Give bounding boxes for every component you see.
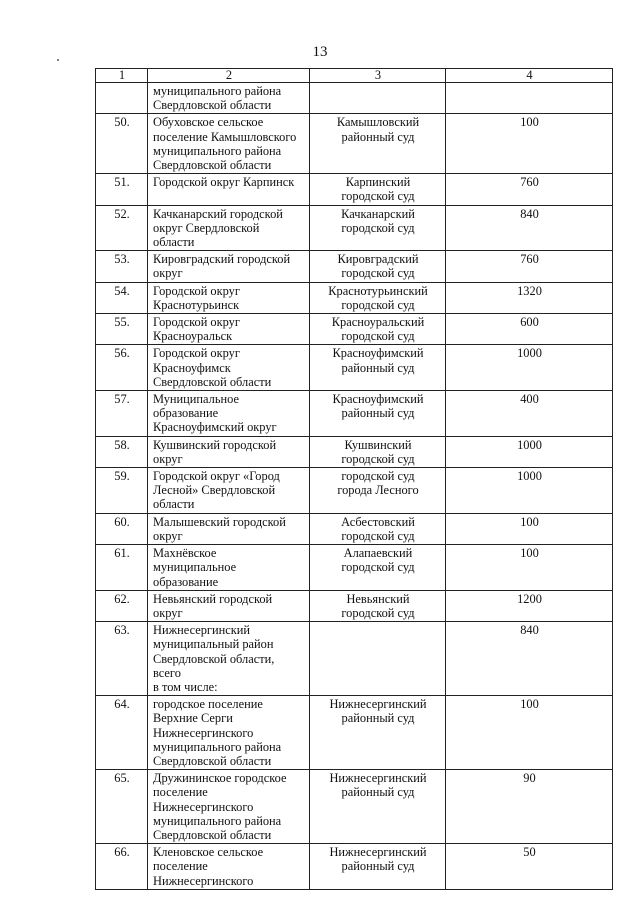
municipality-cell: Кленовское сельское поселение Нижнесергинского — [148, 844, 310, 890]
row-number-cell: 66. — [96, 844, 148, 890]
value-cell: 760 — [446, 251, 613, 282]
value-cell: 90 — [446, 770, 613, 844]
municipality-cell: Городской округ «Город Лесной» Свердловской области — [148, 468, 310, 514]
table-row — [96, 345, 613, 391]
value-cell — [446, 83, 613, 114]
municipality-cell: Дружининское городское поселение Нижнесергинского муниципального района Свердловской области — [148, 770, 310, 844]
value-cell: 760 — [446, 174, 613, 205]
table-row — [96, 251, 613, 282]
column-header-3: 3 — [310, 69, 446, 83]
municipality-cell: Качканарский городской округ Свердловской области — [148, 205, 310, 251]
municipality-cell: Городской округ Красноуральск — [148, 314, 310, 345]
municipality-cell: Кушвинский городской округ — [148, 436, 310, 467]
table-row — [96, 205, 613, 251]
row-number-cell: 57. — [96, 391, 148, 437]
table-body — [96, 69, 613, 890]
court-cell: Карпинский городской суд — [310, 174, 446, 205]
municipality-cell: Обуховское сельское поселение Камышловского муниципального района Свердловской области — [148, 114, 310, 174]
value-cell: 1000 — [446, 468, 613, 514]
value-cell: 400 — [446, 391, 613, 437]
column-header-2: 2 — [148, 69, 310, 83]
row-number-cell: 61. — [96, 545, 148, 591]
municipality-cell: Кировградский городской округ — [148, 251, 310, 282]
table-row — [96, 770, 613, 844]
court-cell: Алапаевский городской суд — [310, 545, 446, 591]
court-cell — [310, 622, 446, 696]
row-number-cell: 52. — [96, 205, 148, 251]
municipality-cell: Муниципальное образование Красноуфимский округ — [148, 391, 310, 437]
municipality-cell: Нижнесергинский муниципальный район Свердловской области, всего в том числе: — [148, 622, 310, 696]
scan-speck — [57, 59, 59, 61]
row-number-cell: 60. — [96, 513, 148, 544]
municipality-cell: Невьянский городской округ — [148, 590, 310, 621]
row-number-cell: 53. — [96, 251, 148, 282]
table-row — [96, 436, 613, 467]
table-row — [96, 114, 613, 174]
value-cell: 840 — [446, 622, 613, 696]
court-cell: Невьянский городской суд — [310, 590, 446, 621]
municipality-cell: Городской округ Красноуфимск Свердловской области — [148, 345, 310, 391]
municipality-cell: муниципального района Свердловской области — [148, 83, 310, 114]
column-header-1: 1 — [96, 69, 148, 83]
court-cell: Качканарский городской суд — [310, 205, 446, 251]
municipality-cell: Малышевский городской округ — [148, 513, 310, 544]
value-cell: 1200 — [446, 590, 613, 621]
municipality-cell: городское поселение Верхние Серги Нижнесергинского муниципального района Свердловской области — [148, 696, 310, 770]
table-row — [96, 314, 613, 345]
court-cell — [310, 83, 446, 114]
table-header-row — [96, 69, 613, 83]
court-cell: Кушвинский городской суд — [310, 436, 446, 467]
value-cell: 600 — [446, 314, 613, 345]
row-number-cell: 64. — [96, 696, 148, 770]
table-row — [96, 696, 613, 770]
row-number-cell: 50. — [96, 114, 148, 174]
court-cell: Красноуфимский районный суд — [310, 345, 446, 391]
municipality-cell: Городской округ Карпинск — [148, 174, 310, 205]
row-number-cell: 63. — [96, 622, 148, 696]
court-cell: Нижнесергинский районный суд — [310, 696, 446, 770]
court-cell: Красноуфимский районный суд — [310, 391, 446, 437]
court-cell: Кировградский городской суд — [310, 251, 446, 282]
row-number-cell: 59. — [96, 468, 148, 514]
page-number: 13 — [312, 44, 328, 60]
row-number-cell: 65. — [96, 770, 148, 844]
row-number-cell: 54. — [96, 282, 148, 313]
row-number-cell: 55. — [96, 314, 148, 345]
court-cell: Камышловский районный суд — [310, 114, 446, 174]
row-number-cell: 62. — [96, 590, 148, 621]
value-cell: 100 — [446, 696, 613, 770]
table-row — [96, 590, 613, 621]
court-cell: Нижнесергинский районный суд — [310, 770, 446, 844]
value-cell: 50 — [446, 844, 613, 890]
value-cell: 100 — [446, 114, 613, 174]
value-cell: 1320 — [446, 282, 613, 313]
table-row — [96, 391, 613, 437]
court-cell: городской суд города Лесного — [310, 468, 446, 514]
court-cell: Асбестовский городской суд — [310, 513, 446, 544]
municipality-cell: Махнёвское муниципальное образование — [148, 545, 310, 591]
column-header-4: 4 — [446, 69, 613, 83]
row-number-cell: 51. — [96, 174, 148, 205]
table-row — [96, 83, 613, 114]
value-cell: 840 — [446, 205, 613, 251]
municipality-cell: Городской округ Краснотурьинск — [148, 282, 310, 313]
value-cell: 100 — [446, 545, 613, 591]
row-number-cell: 58. — [96, 436, 148, 467]
table-row — [96, 513, 613, 544]
value-cell: 100 — [446, 513, 613, 544]
court-cell: Нижнесергинский районный суд — [310, 844, 446, 890]
court-cell: Красноуральский городской суд — [310, 314, 446, 345]
row-number-cell — [96, 83, 148, 114]
table-row — [96, 282, 613, 313]
table-row — [96, 174, 613, 205]
table-row — [96, 468, 613, 514]
districts-table — [95, 68, 613, 890]
table-row — [96, 545, 613, 591]
table-row — [96, 622, 613, 696]
row-number-cell: 56. — [96, 345, 148, 391]
court-cell: Краснотурьинский городской суд — [310, 282, 446, 313]
table-row — [96, 844, 613, 890]
value-cell: 1000 — [446, 345, 613, 391]
value-cell: 1000 — [446, 436, 613, 467]
